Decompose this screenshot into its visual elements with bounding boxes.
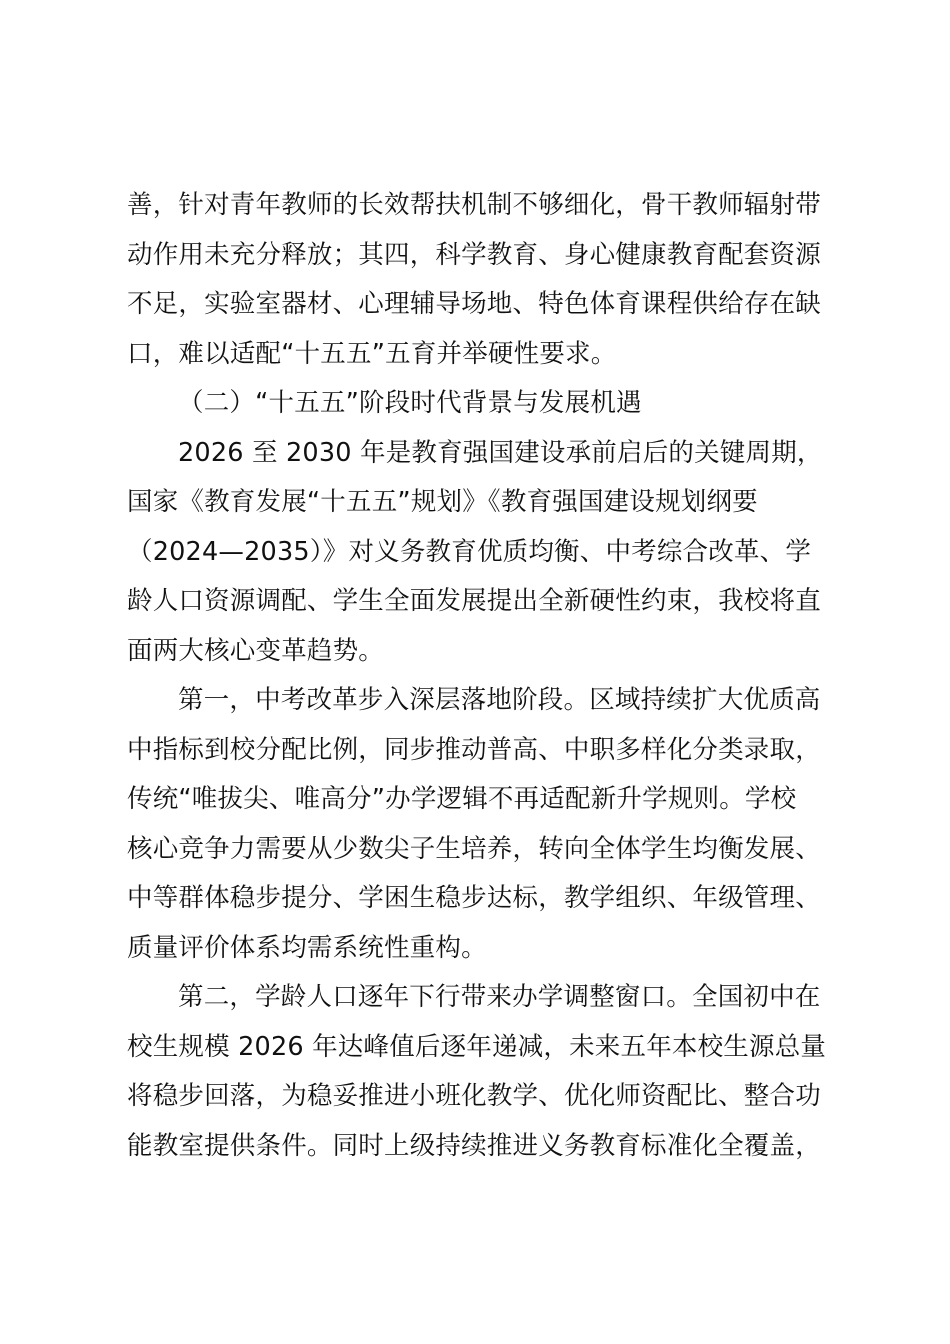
text-line: 质量评价体系均需系统性重构。 <box>127 932 487 963</box>
document-body <box>127 181 833 1171</box>
text-line: 中指标到校分配比例，同步推动普高、中职多样化分类录取， <box>127 734 821 765</box>
text-line: 第一，中考改革步入深层落地阶段。区域持续扩大优质高 <box>178 685 821 715</box>
text-line: 龄人口资源调配、学生全面发展提出全新硬性约束，我校将直 <box>127 586 821 616</box>
text-line: 能教室提供条件。同时上级持续推进义务教育标准化全覆盖， <box>127 1130 821 1161</box>
text-line: 第二，学龄人口逐年下行带来办学调整窗口。全国初中在 <box>178 982 821 1012</box>
text-line: 口，难以适配“十五五”五育并举硬性要求。 <box>127 338 617 369</box>
text-line: 传统“唯拔尖、唯高分”办学逻辑不再适配新升学规则。学校 <box>127 784 797 814</box>
text-line: 国家《教育发展“十五五”规划》《教育强国建设规划纲要 <box>127 487 758 517</box>
text-line: 校生规模 2026 年达峰值后逐年递减，未来五年本校生源总量 <box>127 1031 827 1062</box>
text-line: 2026 至 2030 年是教育强国建设承前启后的关键周期， <box>178 437 823 468</box>
text-line: 动作用未充分释放；其四，科学教育、身心健康教育配套资源 <box>127 239 821 270</box>
text-line: （2024—2035）》对义务教育优质均衡、中考综合改革、学 <box>127 536 812 567</box>
text-line: 核心竞争力需要从少数尖子生培养，转向全体学生均衡发展、 <box>127 833 821 864</box>
text-line: 不足，实验室器材、心理辅导场地、特色体育课程供给存在缺 <box>127 289 821 319</box>
text-line: 将稳步回落，为稳妥推进小班化教学、优化师资配比、整合功 <box>127 1081 821 1111</box>
text-line: 中等群体稳步提分、学困生稳步达标，教学组织、年级管理、 <box>127 883 821 913</box>
text-line: 面两大核心变革趋势。 <box>127 635 385 666</box>
text-line: 善，针对青年教师的长效帮扶机制不够细化，骨干教师辐射带 <box>127 190 821 220</box>
section-heading: （二）“十五五”阶段时代背景与发展机遇 <box>178 388 642 418</box>
